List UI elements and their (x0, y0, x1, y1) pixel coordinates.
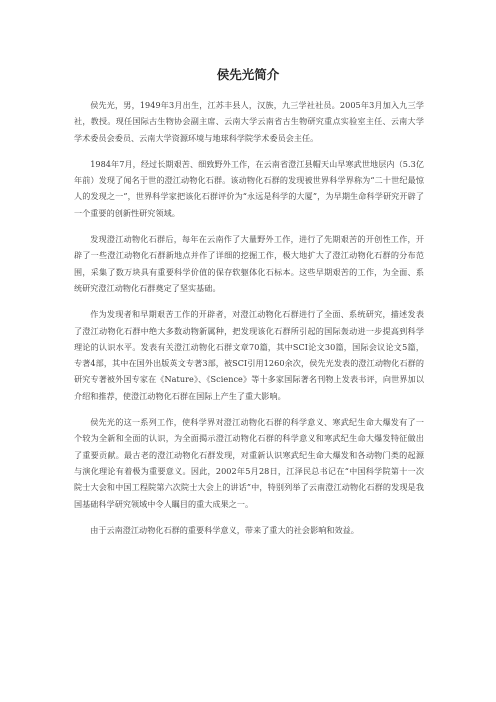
paragraph-fieldwork: 发现澄江动物化石群后，每年在云南作了大量野外工作，进行了先期艰苦的开创性工作，开辟了一些澄江动物化石群新地点并作了详细的挖掘工作，极大地扩大了澄江动物化石群的分布范围，采集了数万块具有重要科学价值的保存软躯体化石标本。这些早期艰苦的工作，为全面、系统研究澄江动物化石群奠定了坚实基础。 (74, 234, 424, 293)
paragraph-research: 作为发现者和早期艰苦工作的开辟者，对澄江动物化石群进行了全面、系统研究，描述发表了澄江动物化石群中绝大多数动物新属种，把发现该化石群所引起的国际轰动进一步提高到科学理论的认识水平。发表有关澄江动物化石群文章70篇，其中SCI论文30篇，国际会议论文5篇，专著4部，其中在国外出版英文专著3部，被SCI引用1260余次，侯先光发表的澄江动物化石群的研究专著被外国专家在《Nature》、《Science》等十多家国际著名刊物上发表书评，向世界加以介绍和推荐，使澄江动物化石群在国际上产生了重大影响。 (74, 309, 424, 401)
paragraph-impact: 由于云南澄江动物化石群的重要科学意义，带来了重大的社会影响和效益。 (90, 524, 359, 535)
document-body (74, 97, 424, 548)
paragraph-significance: 侯先光的这一系列工作，使科学界对澄江动物化石群的科学意义、寒武纪生命大爆发有了一个较为全新和全面的认识，为全面揭示澄江动物化石群的科学意义和寒武纪生命大爆发特征做出了重要贡献。最古老的澄江动物化石群发现，对重新认识寒武纪生命大爆发和各动物门类的起源与演化理论有着极为重要意义。因此，2002年5月28日，江泽民总书记在“中国科学院第十一次院士大会和中国工程院第六次院士大会上的讲话”中，特别列举了云南澄江动物化石群的发现是我国基础科学研究领域中令人瞩目的重大成果之一。 (74, 417, 424, 509)
document-title: 侯先光简介 (216, 67, 280, 82)
paragraph-intro: 侯先光，男，1949年3月出生，江苏丰县人，汉族，九三学社社员。2005年3月加入九三学社，教授。现任国际古生物协会副主席、云南大学云南省古生物研究重点实验室主任、云南大学学术委员会委员、云南大学资源环境与地球科学院学术委员会主任。 (74, 100, 424, 143)
paragraph-discovery: 1984年7月，经过长期艰苦、细致野外工作，在云南省澄江县帽天山早寒武世地层内（5.3亿年前）发现了闻名于世的澄江动物化石群。该动物化石群的发现被世界科学界称为“二十世纪最惊人的发现之一”，世界科学家把该化石群评价为“永远是科学的大厦”，为早期生命科学研究开辟了一个重要的创新性研究领域。 (74, 158, 424, 218)
